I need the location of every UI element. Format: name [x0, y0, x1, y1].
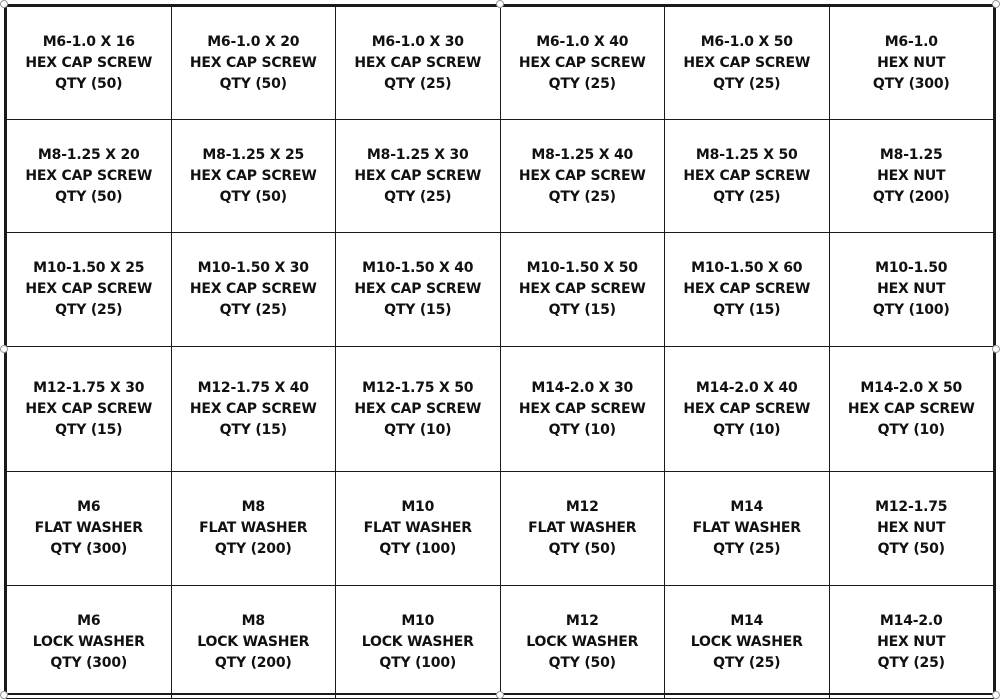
- label-cell: [500, 120, 665, 233]
- fastener-qty: QTY (25): [384, 75, 452, 92]
- fastener-qty: QTY (15): [713, 302, 781, 318]
- fastener-qty: QTY (50): [548, 541, 616, 557]
- label-cell: [665, 233, 830, 347]
- label-cell: [829, 233, 994, 347]
- fastener-type: FLAT WASHER: [363, 520, 472, 536]
- fastener-type: HEX CAP SCREW: [847, 400, 975, 417]
- fastener-type: HEX CAP SCREW: [25, 281, 153, 297]
- fastener-type: LOCK WASHER: [197, 633, 310, 650]
- fastener-qty: QTY (25): [877, 654, 945, 671]
- fastener-qty: QTY (100): [379, 541, 457, 557]
- fastener-qty: QTY (25): [713, 75, 781, 92]
- label-cell: [171, 472, 336, 586]
- fastener-size: M8-1.25 X 40: [531, 146, 634, 163]
- label-cell: [665, 472, 830, 586]
- fastener-qty: QTY (10): [548, 421, 616, 438]
- fastener-type: HEX CAP SCREW: [354, 400, 482, 417]
- table-row: [7, 347, 994, 472]
- fastener-type: HEX CAP SCREW: [518, 54, 646, 71]
- label-cell: [336, 7, 501, 120]
- fastener-type: HEX NUT: [877, 167, 946, 184]
- fastener-qty: QTY (25): [548, 75, 616, 92]
- fastener-qty: QTY (25): [384, 188, 452, 205]
- fastener-size: M8-1.25 X 20: [37, 146, 140, 163]
- fastener-qty: QTY (200): [214, 541, 292, 557]
- fastener-size: M8-1.25: [879, 146, 943, 163]
- fastener-size: M8-1.25 X 50: [695, 146, 798, 163]
- table-row: [7, 120, 994, 233]
- fastener-qty: QTY (50): [877, 541, 945, 557]
- fastener-qty: QTY (50): [55, 75, 123, 92]
- fastener-type: FLAT WASHER: [199, 520, 308, 536]
- label-cell: [829, 586, 994, 699]
- fastener-qty: QTY (300): [872, 75, 950, 92]
- table-row: [7, 586, 994, 699]
- label-cell: [500, 472, 665, 586]
- fastener-qty: QTY (15): [548, 302, 616, 318]
- fastener-type: FLAT WASHER: [692, 520, 801, 536]
- label-cell: [336, 472, 501, 586]
- fastener-qty: QTY (50): [548, 654, 616, 671]
- fastener-qty: QTY (50): [219, 75, 287, 92]
- fastener-qty: QTY (25): [219, 302, 287, 318]
- fastener-size: M14-2.0: [879, 612, 943, 629]
- fastener-type: LOCK WASHER: [526, 633, 639, 650]
- fastener-type: HEX CAP SCREW: [518, 400, 646, 417]
- label-cell: [171, 7, 336, 120]
- fastener-type: FLAT WASHER: [34, 520, 143, 536]
- label-cell: [665, 347, 830, 472]
- fastener-size: M8: [241, 499, 265, 515]
- label-cell: [7, 120, 172, 233]
- table-row: [7, 7, 994, 120]
- fastener-size: M14-2.0 X 50: [860, 379, 963, 396]
- fastener-qty: QTY (100): [379, 654, 457, 671]
- label-cell: [336, 233, 501, 347]
- fastener-qty: QTY (25): [548, 188, 616, 205]
- fastener-size: M6-1.0 X 30: [371, 33, 464, 50]
- fastener-type: HEX CAP SCREW: [354, 281, 482, 297]
- label-cell: [7, 233, 172, 347]
- fastener-qty: QTY (200): [214, 654, 292, 671]
- fastener-type: HEX CAP SCREW: [518, 167, 646, 184]
- fastener-type: HEX CAP SCREW: [354, 54, 482, 71]
- table-row: [7, 233, 994, 347]
- label-cell: [336, 120, 501, 233]
- fastener-size: M10-1.50 X 60: [691, 260, 803, 276]
- fastener-qty: QTY (300): [50, 654, 128, 671]
- fastener-size: M10: [401, 612, 435, 629]
- fastener-type: HEX CAP SCREW: [189, 281, 317, 297]
- fastener-size: M8-1.25 X 25: [202, 146, 305, 163]
- fastener-qty: QTY (25): [55, 302, 123, 318]
- resize-handle-middle-left[interactable]: [0, 345, 8, 353]
- fastener-qty: QTY (10): [877, 421, 945, 438]
- fastener-size: M8-1.25 X 30: [366, 146, 469, 163]
- fastener-type: HEX CAP SCREW: [25, 54, 153, 71]
- fastener-qty: QTY (50): [219, 188, 287, 205]
- resize-handle-top-center[interactable]: [496, 0, 504, 8]
- fastener-type: FLAT WASHER: [528, 520, 637, 536]
- fastener-size: M12-1.75: [875, 499, 948, 515]
- fastener-type: HEX CAP SCREW: [683, 167, 811, 184]
- fastener-type: HEX CAP SCREW: [25, 400, 153, 417]
- label-cell: [829, 472, 994, 586]
- fastener-qty: QTY (200): [872, 188, 950, 205]
- fastener-size: M10-1.50 X 30: [197, 260, 309, 276]
- fastener-qty: QTY (15): [55, 421, 123, 438]
- resize-handle-bottom-right[interactable]: [992, 691, 1000, 699]
- label-cell: [336, 586, 501, 699]
- fastener-type: HEX CAP SCREW: [683, 54, 811, 71]
- fastener-size: M12: [565, 499, 599, 515]
- label-cell: [171, 233, 336, 347]
- fastener-type: LOCK WASHER: [32, 633, 145, 650]
- label-cell: [336, 347, 501, 472]
- label-cell: [171, 120, 336, 233]
- label-cell: [500, 7, 665, 120]
- fastener-size: M6-1.0 X 16: [42, 33, 135, 50]
- fastener-qty: QTY (15): [384, 302, 452, 318]
- fastener-label-grid: [6, 6, 994, 699]
- fastener-qty: QTY (300): [50, 541, 128, 557]
- fastener-type: HEX CAP SCREW: [683, 281, 811, 297]
- label-cell: [171, 586, 336, 699]
- fastener-size: M12: [565, 612, 599, 629]
- fastener-size: M14-2.0 X 30: [531, 379, 634, 396]
- fastener-size: M8: [241, 612, 265, 629]
- fastener-qty: QTY (10): [384, 421, 452, 438]
- fastener-size: M12-1.75 X 40: [197, 379, 309, 396]
- fastener-size: M6-1.0 X 50: [700, 33, 793, 50]
- resize-handle-middle-right[interactable]: [992, 345, 1000, 353]
- resize-handle-bottom-left[interactable]: [0, 691, 8, 699]
- label-cell: [500, 233, 665, 347]
- fastener-qty: QTY (25): [713, 188, 781, 205]
- label-sheet: [4, 4, 996, 695]
- label-cell: [7, 472, 172, 586]
- fastener-type: HEX CAP SCREW: [189, 54, 317, 71]
- label-cell: [7, 7, 172, 120]
- fastener-qty: QTY (25): [713, 541, 781, 557]
- fastener-qty: QTY (25): [713, 654, 781, 671]
- fastener-size: M6-1.0: [884, 33, 938, 50]
- label-cell: [500, 586, 665, 699]
- fastener-size: M10-1.50: [875, 260, 948, 276]
- label-cell: [829, 120, 994, 233]
- fastener-size: M14: [730, 612, 764, 629]
- fastener-qty: QTY (50): [55, 188, 123, 205]
- fastener-qty: QTY (15): [219, 421, 287, 438]
- fastener-type: LOCK WASHER: [361, 633, 474, 650]
- fastener-type: HEX NUT: [877, 281, 946, 297]
- fastener-size: M10-1.50 X 25: [33, 260, 145, 276]
- label-cell: [7, 347, 172, 472]
- label-cell: [829, 347, 994, 472]
- fastener-size: M6-1.0 X 20: [207, 33, 300, 50]
- resize-handle-top-left[interactable]: [0, 0, 8, 8]
- fastener-type: HEX CAP SCREW: [683, 400, 811, 417]
- fastener-size: M10-1.50 X 40: [362, 260, 474, 276]
- fastener-size: M6-1.0 X 40: [536, 33, 629, 50]
- label-cell: [829, 7, 994, 120]
- label-cell: [500, 347, 665, 472]
- fastener-type: HEX NUT: [877, 633, 946, 650]
- fastener-type: HEX CAP SCREW: [354, 167, 482, 184]
- fastener-type: LOCK WASHER: [690, 633, 803, 650]
- fastener-size: M12-1.75 X 30: [33, 379, 145, 396]
- fastener-size: M6: [77, 612, 101, 629]
- fastener-size: M10-1.50 X 50: [526, 260, 638, 276]
- fastener-qty: QTY (10): [713, 421, 781, 438]
- label-cell: [665, 7, 830, 120]
- label-cell: [665, 120, 830, 233]
- fastener-size: M6: [77, 499, 101, 515]
- resize-handle-top-right[interactable]: [992, 0, 1000, 8]
- fastener-size: M10: [401, 499, 435, 515]
- fastener-qty: QTY (100): [872, 302, 950, 318]
- fastener-type: HEX NUT: [877, 54, 946, 71]
- label-cell: [171, 347, 336, 472]
- fastener-type: HEX CAP SCREW: [189, 400, 317, 417]
- table-row: [7, 472, 994, 586]
- fastener-type: HEX NUT: [877, 520, 946, 536]
- fastener-size: M14: [730, 499, 764, 515]
- label-cell: [665, 586, 830, 699]
- fastener-type: HEX CAP SCREW: [518, 281, 646, 297]
- fastener-size: M14-2.0 X 40: [695, 379, 798, 396]
- fastener-size: M12-1.75 X 50: [362, 379, 474, 396]
- fastener-type: HEX CAP SCREW: [189, 167, 317, 184]
- resize-handle-bottom-center[interactable]: [496, 691, 504, 699]
- fastener-type: HEX CAP SCREW: [25, 167, 153, 184]
- label-cell: [7, 586, 172, 699]
